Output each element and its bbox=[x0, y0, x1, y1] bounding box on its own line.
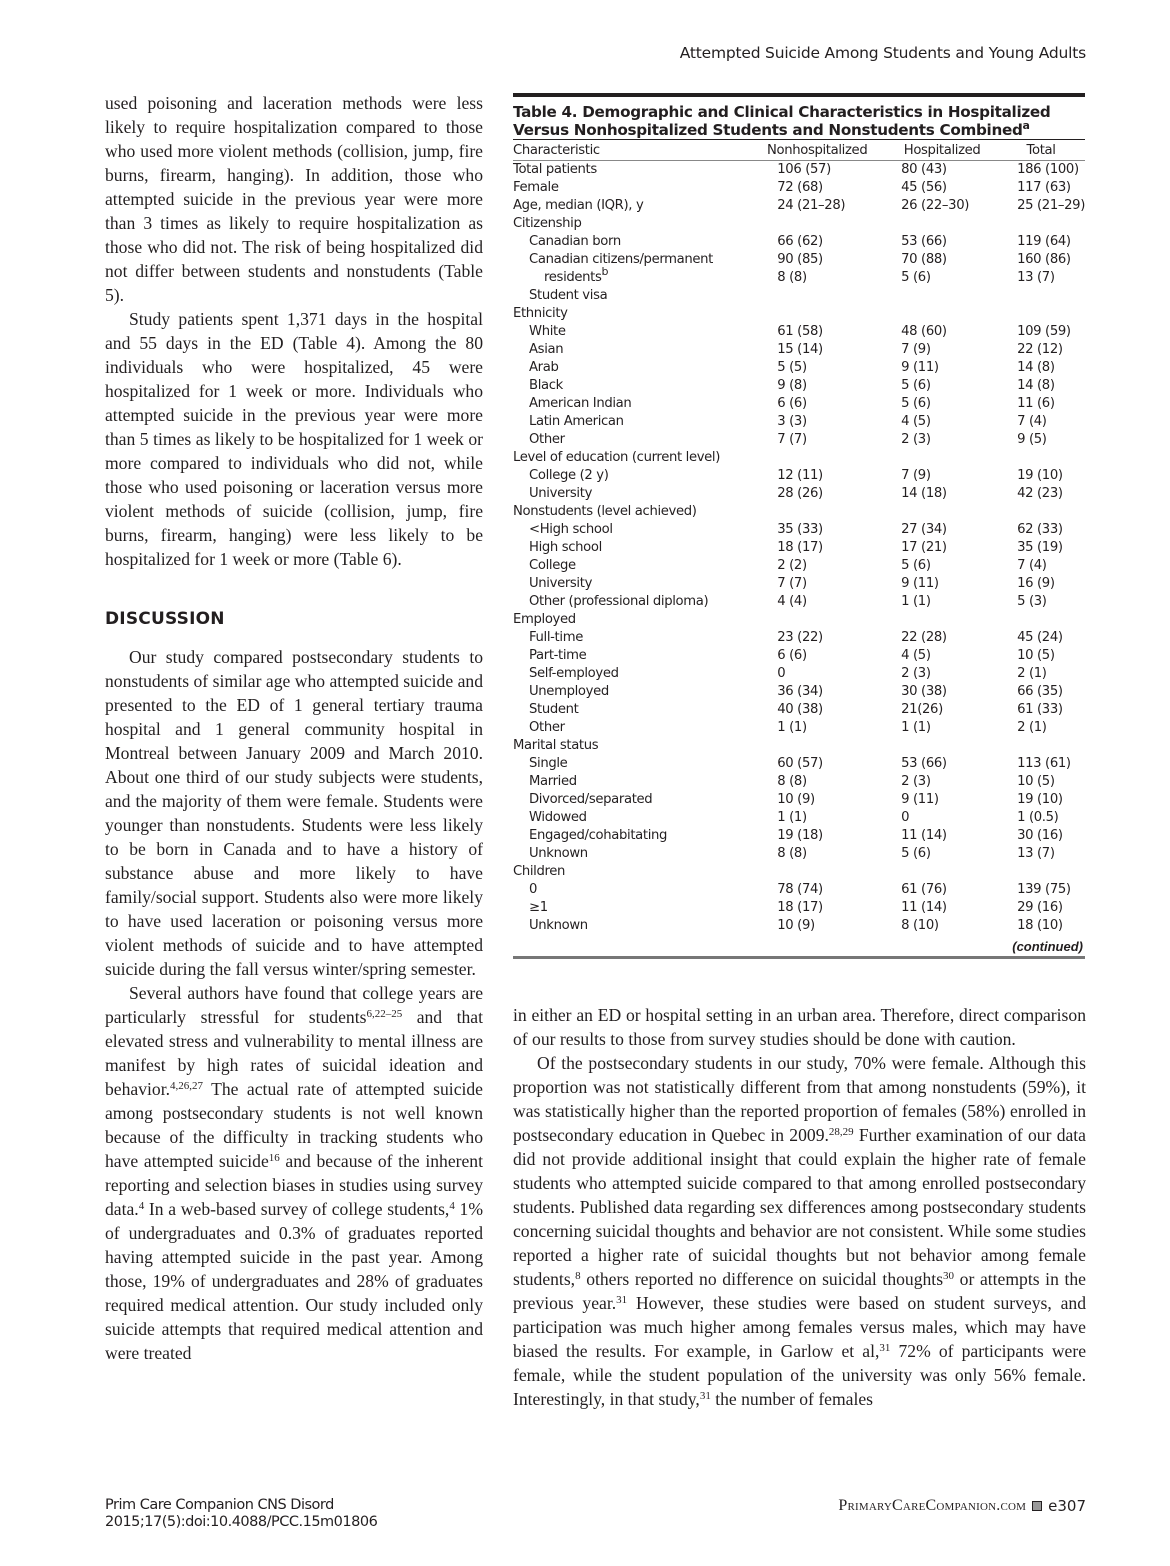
table-body bbox=[513, 161, 1085, 936]
row-label: Part-time bbox=[529, 648, 587, 663]
cell-nonhospitalized: 60 (57) bbox=[777, 756, 823, 771]
row-label: High school bbox=[529, 540, 602, 555]
cell-total: 109 (59) bbox=[1017, 324, 1071, 339]
cell-nonhospitalized: 8 (8) bbox=[777, 846, 807, 861]
cell-hospitalized: 9 (11) bbox=[901, 360, 939, 375]
cell-nonhospitalized: 3 (3) bbox=[777, 414, 807, 429]
cell-nonhospitalized: 40 (38) bbox=[777, 702, 823, 717]
cell-total: 18 (10) bbox=[1017, 918, 1063, 933]
cell-hospitalized: 48 (60) bbox=[901, 324, 947, 339]
row-label: Canadian born bbox=[529, 234, 621, 249]
table-row bbox=[513, 629, 1085, 647]
row-label: Unknown bbox=[529, 918, 588, 933]
row-label: Single bbox=[529, 756, 568, 771]
cell-hospitalized: 70 (88) bbox=[901, 252, 947, 267]
row-label: Divorced/separated bbox=[529, 792, 653, 807]
cell-total: 113 (61) bbox=[1017, 756, 1071, 771]
cell-hospitalized: 11 (14) bbox=[901, 828, 947, 843]
table-row bbox=[513, 179, 1085, 197]
cell-total: 7 (4) bbox=[1017, 414, 1047, 429]
paragraph: used poisoning and laceration methods were less likely to require hospitalization compared to those who used more violent methods (collision, jump, fire burns, firearm, hanging). In addition, those who attempted suicide in the previous year were more than 3 times as likely to require hospitalization as those who did not. The risk of being hospitalized did not differ between students and nonstudents (Table 5). bbox=[105, 93, 483, 305]
cell-nonhospitalized bbox=[747, 737, 887, 755]
cell-total: 19 (10) bbox=[1017, 792, 1063, 807]
row-label: Other (professional diploma) bbox=[529, 594, 709, 609]
table-row bbox=[513, 161, 1085, 180]
cell-hospitalized: 53 (66) bbox=[901, 234, 947, 249]
row-label: Age, median (IQR), y bbox=[513, 198, 644, 213]
cell-hospitalized: 30 (38) bbox=[901, 684, 947, 699]
continued-note: (continued) bbox=[513, 935, 1085, 959]
row-label: Female bbox=[513, 180, 559, 195]
table-row bbox=[513, 917, 1085, 935]
cell-nonhospitalized: 15 (14) bbox=[777, 342, 823, 357]
cell-hospitalized: 27 (34) bbox=[901, 522, 947, 537]
table-row bbox=[513, 305, 1085, 323]
cell-nonhospitalized: 78 (74) bbox=[777, 882, 823, 897]
cell-nonhospitalized: 23 (22) bbox=[777, 630, 823, 645]
row-label: Student visa bbox=[529, 288, 608, 303]
row-label: Other bbox=[529, 432, 565, 447]
paragraph: Study patients spent 1,371 days in the hospital and 55 days in the ED (Table 4). Among the 80 individuals who were hospitalized, 45 were hospitalized for 1 week or more. Individuals who attempted suicide in the previous year were more than 5 times as likely to be hospitalized for 1 week or more compared to individuals who did not, while those who used poisoning or laceration versus more violent methods of suicide (collision, jump, fire burns, firearm, hanging) were less likely to be hospitalized for 1 week or more (Table 6). bbox=[105, 309, 483, 569]
citation-ref: 4 bbox=[138, 1200, 145, 1212]
cell-total: 61 (33) bbox=[1017, 702, 1063, 717]
cell-nonhospitalized: 6 (6) bbox=[777, 396, 807, 411]
row-label: Student bbox=[529, 702, 579, 717]
row-label: Marital status bbox=[513, 738, 599, 753]
cell-total bbox=[997, 503, 1085, 521]
cell-nonhospitalized: 7 (7) bbox=[777, 432, 807, 447]
cell-total: 11 (6) bbox=[1017, 396, 1055, 411]
row-label: Other bbox=[529, 720, 565, 735]
cell-hospitalized: 7 (9) bbox=[901, 468, 931, 483]
cell-nonhospitalized: 8 (8) bbox=[777, 270, 807, 285]
table-header-row bbox=[513, 140, 1085, 161]
table-row bbox=[513, 413, 1085, 431]
row-label: Unknown bbox=[529, 846, 588, 861]
row-label: Black bbox=[529, 378, 563, 393]
cell-total: 2 (1) bbox=[1017, 720, 1047, 735]
cell-nonhospitalized: 18 (17) bbox=[777, 900, 823, 915]
row-label: Engaged/cohabitating bbox=[529, 828, 668, 843]
row-label: Arab bbox=[529, 360, 559, 375]
table-row bbox=[513, 719, 1085, 737]
citation-ref: 4 bbox=[449, 1200, 455, 1212]
row-label: College (2 y) bbox=[529, 468, 609, 483]
cell-total: 117 (63) bbox=[1017, 180, 1071, 195]
cell-hospitalized: 22 (28) bbox=[901, 630, 947, 645]
cell-nonhospitalized bbox=[747, 449, 887, 467]
row-label: Self-employed bbox=[529, 666, 619, 681]
cell-nonhospitalized: 9 (8) bbox=[777, 378, 807, 393]
cell-nonhospitalized: 2 (2) bbox=[777, 558, 807, 573]
cell-total: 30 (16) bbox=[1017, 828, 1063, 843]
cell-hospitalized: 5 (6) bbox=[901, 378, 931, 393]
cell-total: 160 (86) bbox=[1017, 252, 1071, 267]
cell-total: 35 (19) bbox=[1017, 540, 1063, 555]
cell-nonhospitalized: 19 (18) bbox=[777, 828, 823, 843]
table-row bbox=[513, 701, 1085, 719]
cell-nonhospitalized bbox=[747, 863, 887, 881]
row-label: Unemployed bbox=[529, 684, 609, 699]
cell-total: 62 (33) bbox=[1017, 522, 1063, 537]
paragraph: Of the postsecondary students in our study, 70% were female. Although this proportion was not statistically different from that among nonstudents (59%), it was statistically higher than the reported proportion of females (58%) enrolled in postsecondary education in Quebec in 2009.$^{28,29}$ Further examination of our data did not provide additional insight that could explain the higher rate of female students who attempted suicide compared to that among enrolled postsecondary students. Published data regarding sex differences among postsecondary students concerning suicidal thoughts and behavior are not consistent. While some studies reported a higher rate of suicidal thoughts but not behavior among female students,$^8$ others reported no difference on suicidal thoughts$^{30}$ or attempts in the previous year.$^{31}$ However, these studies were based on student surveys, and participation was much higher among females versus males, which may have biased the results. For example, in Garlow et al,$^{31}$ 72% of participants were female, while the student population of the university was only 56% female. Interestingly, in that study,$^{31}$ the number of females bbox=[513, 1053, 1086, 1409]
cell-total: 139 (75) bbox=[1017, 882, 1071, 897]
cell-total: 1 (0.5) bbox=[1017, 810, 1059, 825]
cell-hospitalized: 8 (10) bbox=[901, 918, 939, 933]
footer-citation bbox=[105, 1497, 377, 1531]
table-row bbox=[513, 215, 1085, 233]
table-row bbox=[513, 233, 1085, 251]
cell-total bbox=[997, 449, 1085, 467]
header-nonhospitalized: Nonhospitalized bbox=[747, 140, 887, 161]
row-label: Employed bbox=[513, 612, 576, 627]
row-label: Citizenship bbox=[513, 216, 582, 231]
left-column bbox=[105, 91, 483, 1365]
cell-total: 66 (35) bbox=[1017, 684, 1063, 699]
cell-nonhospitalized: 66 (62) bbox=[777, 234, 823, 249]
table-row bbox=[513, 665, 1085, 683]
row-label: Widowed bbox=[529, 810, 587, 825]
table-row bbox=[513, 809, 1085, 827]
cell-nonhospitalized: 10 (9) bbox=[777, 918, 815, 933]
table-row bbox=[513, 431, 1085, 449]
header-characteristic: Characteristic bbox=[513, 140, 747, 161]
cell-total: 14 (8) bbox=[1017, 378, 1055, 393]
paragraph: Our study compared postsecondary students to nonstudents of similar age who attempted suicide and presented to the ED of 1 general tertiary trauma hospital and 1 general community hospital in Montreal between January 2009 and March 2010. About one third of our study subjects were students, and the majority of them were female. Students were younger than nonstudents. Students were less likely to be born in Canada and to have a history of substance abuse and more likely to have family/social support. Students also were more likely to have used laceration or poisoning versus more violent methods of suicide and to have attempted suicide during the fall versus winter/spring semester. bbox=[105, 647, 483, 979]
cell-hospitalized: 21(26) bbox=[901, 702, 943, 717]
cell-nonhospitalized: 35 (33) bbox=[777, 522, 823, 537]
running-head: Attempted Suicide Among Students and Young Adults bbox=[679, 44, 1086, 62]
table-row bbox=[513, 269, 1085, 287]
page-number: e307 bbox=[1048, 1497, 1086, 1515]
citation-ref: 28,29 bbox=[828, 1126, 854, 1138]
table-footnote-marker: a bbox=[1022, 119, 1030, 132]
row-label: White bbox=[529, 324, 566, 339]
cell-hospitalized: 2 (3) bbox=[901, 774, 931, 789]
cell-nonhospitalized: 18 (17) bbox=[777, 540, 823, 555]
table-row bbox=[513, 557, 1085, 575]
citation-ref: 31 bbox=[699, 1390, 711, 1402]
cell-total bbox=[997, 287, 1085, 305]
right-column bbox=[513, 1003, 1086, 1411]
table-row bbox=[513, 449, 1085, 467]
row-label: Latin American bbox=[529, 414, 624, 429]
cell-total bbox=[997, 737, 1085, 755]
table-row bbox=[513, 899, 1085, 917]
cell-hospitalized: 1 (1) bbox=[901, 594, 931, 609]
paragraph: in either an ED or hospital setting in an urban area. Therefore, direct comparison of our results to those from survey studies should be done with caution. bbox=[513, 1005, 1086, 1049]
cell-nonhospitalized: 5 (5) bbox=[777, 360, 807, 375]
cell-hospitalized: 14 (18) bbox=[901, 486, 947, 501]
cell-nonhospitalized: 0 bbox=[777, 666, 786, 681]
table-row bbox=[513, 323, 1085, 341]
citation-ref: 6,22–25 bbox=[366, 1008, 403, 1020]
table-row bbox=[513, 773, 1085, 791]
cell-hospitalized: 9 (11) bbox=[901, 576, 939, 591]
row-label: <High school bbox=[529, 522, 613, 537]
row-label: Married bbox=[529, 774, 577, 789]
cell-nonhospitalized: 106 (57) bbox=[777, 162, 831, 177]
row-label: Ethnicity bbox=[513, 306, 568, 321]
cell-hospitalized bbox=[887, 449, 997, 467]
citation-ref: 4,26,27 bbox=[169, 1080, 203, 1092]
table-row bbox=[513, 647, 1085, 665]
row-label: Nonstudents (level achieved) bbox=[513, 504, 697, 519]
cell-hospitalized: 26 (22–30) bbox=[901, 198, 970, 213]
table-row bbox=[513, 593, 1085, 611]
cell-hospitalized: 61 (76) bbox=[901, 882, 947, 897]
cell-nonhospitalized: 7 (7) bbox=[777, 576, 807, 591]
table-row bbox=[513, 863, 1085, 881]
table-row bbox=[513, 287, 1085, 305]
row-label: University bbox=[529, 576, 593, 591]
cell-total: 10 (5) bbox=[1017, 774, 1055, 789]
cell-hospitalized bbox=[887, 287, 997, 305]
table-row bbox=[513, 611, 1085, 629]
citation-ref: 30 bbox=[943, 1270, 955, 1282]
table-4 bbox=[513, 93, 1085, 959]
cell-total: 22 (12) bbox=[1017, 342, 1063, 357]
table-row bbox=[513, 737, 1085, 755]
cell-total: 19 (10) bbox=[1017, 468, 1063, 483]
cell-nonhospitalized: 8 (8) bbox=[777, 774, 807, 789]
table-row bbox=[513, 845, 1085, 863]
data-table bbox=[513, 139, 1085, 935]
table-row bbox=[513, 503, 1085, 521]
table-row bbox=[513, 359, 1085, 377]
header-hospitalized: Hospitalized bbox=[887, 140, 997, 161]
cell-hospitalized bbox=[887, 737, 997, 755]
row-label: College bbox=[529, 558, 576, 573]
cell-hospitalized: 17 (21) bbox=[901, 540, 947, 555]
table-row bbox=[513, 575, 1085, 593]
table-row bbox=[513, 521, 1085, 539]
table-row bbox=[513, 827, 1085, 845]
footnote-marker: b bbox=[601, 265, 609, 278]
cell-hospitalized: 5 (6) bbox=[901, 558, 931, 573]
cell-total bbox=[997, 215, 1085, 233]
cell-hospitalized: 80 (43) bbox=[901, 162, 947, 177]
table-row bbox=[513, 341, 1085, 359]
cell-hospitalized: 9 (11) bbox=[901, 792, 939, 807]
row-label: Total patients bbox=[513, 162, 597, 177]
header-total: Total bbox=[997, 140, 1085, 161]
cell-hospitalized: 2 (3) bbox=[901, 666, 931, 681]
cell-nonhospitalized: 24 (21–28) bbox=[777, 198, 846, 213]
cell-total: 16 (9) bbox=[1017, 576, 1055, 591]
cell-hospitalized: 53 (66) bbox=[901, 756, 947, 771]
table-row bbox=[513, 683, 1085, 701]
cell-nonhospitalized: 90 (85) bbox=[777, 252, 823, 267]
cell-total: 186 (100) bbox=[1017, 162, 1079, 177]
table-row bbox=[513, 755, 1085, 773]
row-label: ≥1 bbox=[529, 900, 548, 915]
table-row bbox=[513, 395, 1085, 413]
cell-hospitalized: 4 (5) bbox=[901, 414, 931, 429]
cell-nonhospitalized: 1 (1) bbox=[777, 720, 807, 735]
cell-hospitalized: 7 (9) bbox=[901, 342, 931, 357]
paragraph: Several authors have found that college years are particularly stressful for students$^{6,22-25}$ and that elevated stress and vulnerability to mental illness are manifest by high rates of suicidal ideation and behavior.$^{4,26,27}$ The actual rate of attempted suicide among postsecondary students is not well known because of the difficulty in tracking students who have attempted suicide$^{16}$ and because of the inherent reporting and selection biases in studies using survey data.$^4$ In a web-based survey of college students,$^4$ 1% of undergraduates and 0.3% of graduates reported having attempted suicide in the past year. Among those, 19% of undergraduates and 28% of graduates required medical attention. Our study included only suicide attempts that required medical attention and were treated bbox=[105, 983, 483, 1363]
cell-total: 13 (7) bbox=[1017, 846, 1055, 861]
table-row bbox=[513, 377, 1085, 395]
cell-hospitalized bbox=[887, 863, 997, 881]
citation-ref: 8 bbox=[575, 1270, 581, 1282]
cell-nonhospitalized bbox=[747, 503, 887, 521]
cell-hospitalized: 5 (6) bbox=[901, 270, 931, 285]
cell-hospitalized bbox=[887, 611, 997, 629]
row-label: Asian bbox=[529, 342, 564, 357]
cell-nonhospitalized bbox=[747, 305, 887, 323]
cell-nonhospitalized: 4 (4) bbox=[777, 594, 807, 609]
row-label: Full-time bbox=[529, 630, 583, 645]
cell-total: 14 (8) bbox=[1017, 360, 1055, 375]
cell-hospitalized: 11 (14) bbox=[901, 900, 947, 915]
cell-hospitalized: 45 (56) bbox=[901, 180, 947, 195]
cell-nonhospitalized bbox=[747, 287, 887, 305]
cell-nonhospitalized bbox=[747, 215, 887, 233]
cell-total: 9 (5) bbox=[1017, 432, 1047, 447]
cell-nonhospitalized: 72 (68) bbox=[777, 180, 823, 195]
table-title: Table 4. Demographic and Clinical Characteristics in Hospitalized Versus Nonhospitalized Students and Nonstudents Combined$^a$ bbox=[513, 103, 1051, 139]
cell-total: 13 (7) bbox=[1017, 270, 1055, 285]
row-label: University bbox=[529, 486, 593, 501]
cell-total: 25 (21–29) bbox=[1017, 198, 1085, 213]
cell-nonhospitalized: 28 (26) bbox=[777, 486, 823, 501]
cell-hospitalized: 2 (3) bbox=[901, 432, 931, 447]
cell-total: 29 (16) bbox=[1017, 900, 1063, 915]
cell-hospitalized bbox=[887, 305, 997, 323]
cell-nonhospitalized: 61 (58) bbox=[777, 324, 823, 339]
footer-page bbox=[838, 1497, 1086, 1515]
cell-hospitalized: 4 (5) bbox=[901, 648, 931, 663]
cell-nonhospitalized: 1 (1) bbox=[777, 810, 807, 825]
row-label: Canadian citizens/permanent bbox=[529, 252, 714, 267]
citation-ref: 31 bbox=[879, 1342, 891, 1354]
table-row bbox=[513, 467, 1085, 485]
square-icon bbox=[1032, 1501, 1042, 1511]
doi-citation: 2015;17(5):doi:10.4088/PCC.15m01806 bbox=[105, 1514, 378, 1530]
table-row bbox=[513, 197, 1085, 215]
cell-total: 5 (3) bbox=[1017, 594, 1047, 609]
row-label: Level of education (current level) bbox=[513, 450, 721, 465]
cell-total bbox=[997, 305, 1085, 323]
site-link[interactable]: PrimaryCareCompanion.com bbox=[838, 1497, 1027, 1514]
table-row bbox=[513, 791, 1085, 809]
row-label: Children bbox=[513, 864, 566, 879]
cell-nonhospitalized: 36 (34) bbox=[777, 684, 823, 699]
cell-nonhospitalized: 12 (11) bbox=[777, 468, 823, 483]
cell-hospitalized: 5 (6) bbox=[901, 396, 931, 411]
journal-name: Prim Care Companion CNS Disord bbox=[105, 1497, 334, 1513]
cell-hospitalized: 5 (6) bbox=[901, 846, 931, 861]
citation-ref: 16 bbox=[268, 1152, 280, 1164]
table-row bbox=[513, 485, 1085, 503]
cell-hospitalized bbox=[887, 503, 997, 521]
cell-hospitalized bbox=[887, 215, 997, 233]
table-row bbox=[513, 881, 1085, 899]
cell-nonhospitalized: 6 (6) bbox=[777, 648, 807, 663]
cell-hospitalized: 0 bbox=[901, 810, 910, 825]
cell-nonhospitalized bbox=[747, 611, 887, 629]
cell-total: 119 (64) bbox=[1017, 234, 1071, 249]
table-row bbox=[513, 251, 1085, 269]
cell-total: 45 (24) bbox=[1017, 630, 1063, 645]
table-row bbox=[513, 539, 1085, 557]
row-label: 0 bbox=[529, 882, 538, 897]
cell-total: 10 (5) bbox=[1017, 648, 1055, 663]
cell-hospitalized: 1 (1) bbox=[901, 720, 931, 735]
cell-total bbox=[997, 863, 1085, 881]
cell-nonhospitalized: 10 (9) bbox=[777, 792, 815, 807]
row-label: American Indian bbox=[529, 396, 632, 411]
citation-ref: 31 bbox=[616, 1294, 628, 1306]
section-heading: DISCUSSION bbox=[105, 609, 225, 629]
cell-total: 7 (4) bbox=[1017, 558, 1047, 573]
cell-total: 2 (1) bbox=[1017, 666, 1047, 681]
row-label: residents$^b$ bbox=[544, 265, 609, 285]
cell-total: 42 (23) bbox=[1017, 486, 1063, 501]
cell-total bbox=[997, 611, 1085, 629]
